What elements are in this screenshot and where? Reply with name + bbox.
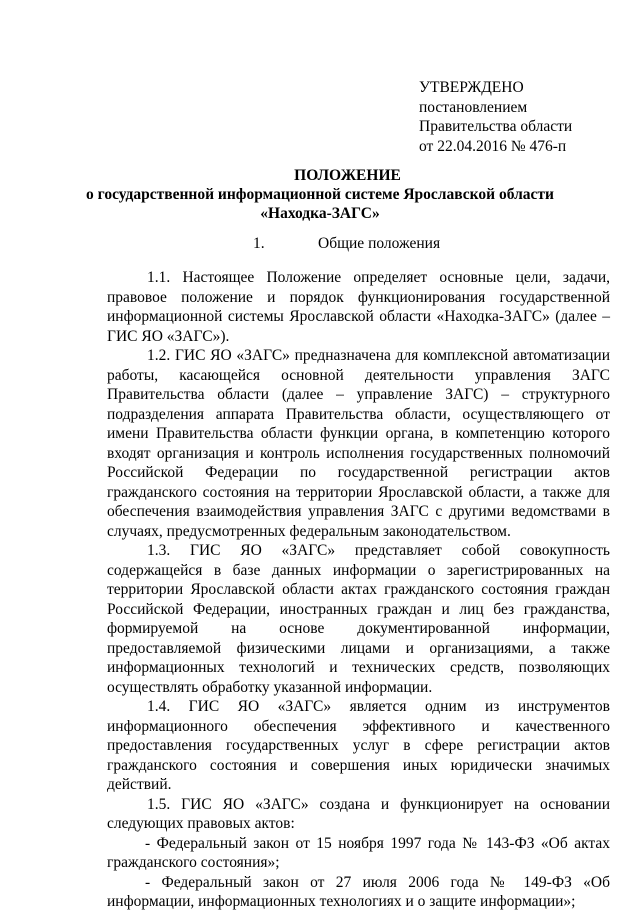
document-body	[107, 268, 610, 912]
approval-stamp	[419, 78, 572, 156]
paragraph-1-1: 1.1. Настоящее Положение определяет основные цели, задачи, правовое положение и порядок функционирования государственной информационной системы Ярославской области «Находка-ЗАГС» (далее – ГИС ЯО «ЗАГС»).	[107, 269, 610, 345]
approval-act-type: постановлением	[419, 98, 528, 116]
approval-status: УТВЕРЖДЕНО	[419, 79, 524, 96]
approval-issuer: Правительства области	[419, 118, 573, 135]
paragraph-1-4: 1.4. ГИС ЯО «ЗАГС» является одним из инструментов информационного обеспечения эффективного и качественного предоставления государственных услуг в сфере регистрации актов гражданского состояния и совершения иных юридически значимых действий.	[107, 698, 610, 793]
document-title	[0, 166, 640, 223]
approval-date-number: от 22.04.2016 № 476-п	[419, 137, 567, 155]
title-line-2: о государственной информационной системе Ярославской области	[86, 186, 554, 203]
paragraph-1-2: 1.2. ГИС ЯО «ЗАГС» предназначена для комплексной автоматизации работы, касающейся основной деятельности управления ЗАГС Правительства области (далее – управление ЗАГС) – структурного подразделения аппарата Правительства области, осуществляющего от имени Правительства области функции органа, в компетенцию которого входят организация и контроль исполнения государственных полномочий Российской Федерации по государственной регистрации актов гражданского состояния на территории Ярославской области, а также для обеспечения взаимодействия управления ЗАГС с другими ведомствами в случаях, предусмотренных федеральным законодательством.	[107, 347, 610, 540]
paragraph-1-3: 1.3. ГИС ЯО «ЗАГС» представляет собой совокупность содержащейся в базе данных информации о зарегистрированных на территории Ярославской области актах гражданского состояния граждан Российской Федерации, иностранных граждан и лиц без гражданства, формируемой на основе документированной информации, предоставляемой физическими лицами и организациями, а также информационных технологий и технических средств, позволяющих осуществлять обработку указанной информации.	[107, 542, 610, 696]
list-item-law-143: - Федеральный закон от 15 ноября 1997 года № 143-ФЗ «Об актах гражданского состояния»;	[107, 834, 610, 871]
paragraph-1-5: 1.5. ГИС ЯО «ЗАГС» создана и функционирует на основании следующих правовых актов:	[107, 795, 610, 832]
section-number: 1.	[253, 235, 265, 252]
section-title: Общие положения	[318, 235, 441, 252]
title-line-1: ПОЛОЖЕНИЕ	[294, 167, 401, 184]
title-line-3: «Находка-ЗАГС»	[260, 205, 380, 222]
list-item-law-149: - Федеральный закон от 27 июля 2006 года № 149-ФЗ «Об информации, информационных технологиях и о защите информации»;	[107, 873, 610, 910]
